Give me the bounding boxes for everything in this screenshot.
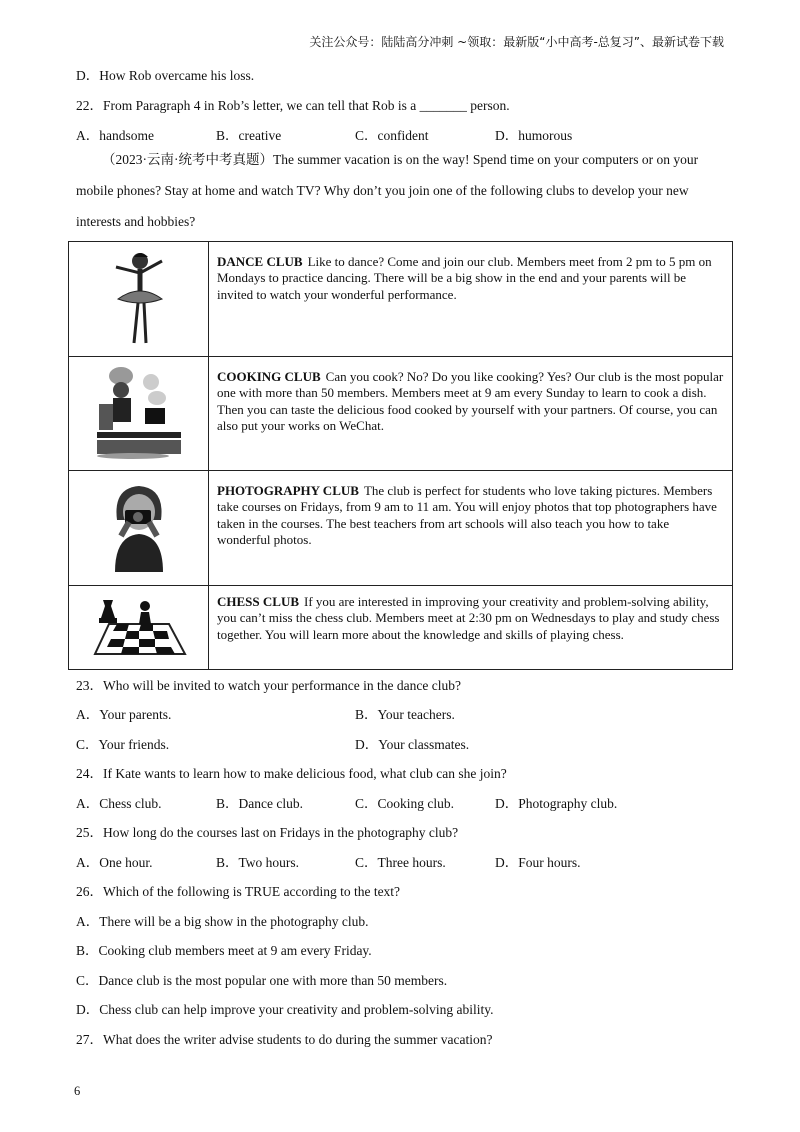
q23-stem: 23．Who will be invited to watch your performance in the dance club?	[76, 678, 461, 693]
q24-option-a: A．Chess club.	[76, 796, 162, 811]
chess-board-icon	[69, 586, 209, 670]
club-cooking-text: Can you cook? No? Do you like cooking? Yes? Our club is the most popular one with more than 50 members. Members meet at 9 am every Sunday to learn to cook a dish. Then you can taste the delicious food cooked by yourself with your partners. Of course, you can also put your works on WeChat.	[217, 369, 724, 434]
club-chess-name: CHESS CLUB	[217, 594, 299, 609]
q21-option-d: D．How Rob overcame his loss.	[76, 68, 255, 83]
q26-option-c: C．Dance club is the most popular one with more than 50 members.	[76, 973, 448, 988]
q22-option-a: A．handsome	[76, 128, 154, 143]
club-row-dance	[69, 242, 733, 357]
ballet-dancer-icon	[69, 242, 209, 357]
chef-cooking-icon	[69, 357, 209, 471]
q22-option-b: B．creative	[216, 128, 282, 143]
club-cooking-cell	[209, 357, 733, 471]
q22-stem: 22．From Paragraph 4 in Rob’s letter, we can tell that Rob is a _______ person.	[76, 98, 510, 113]
q26-option-d: D．Chess club can help improve your creativity and problem-solving ability.	[76, 1002, 494, 1017]
q24-option-b: B．Dance club.	[216, 796, 303, 811]
photographer-camera-icon	[69, 471, 209, 586]
q24-stem: 24．If Kate wants to learn how to make delicious food, what club can she join?	[76, 766, 507, 781]
q23-option-a: A．Your parents.	[76, 707, 172, 722]
passage-intro-text: The summer vacation is on the way! Spend time on your computers or on your mobile phones? Stay at home and watch TV? Why don’t you join one of the following clubs to develop your new interests and hobbies?	[76, 152, 699, 229]
club-chess-text: If you are interested in improving your creativity and problem-solving ability, you can’t miss the chess club. Members meet at 2:30 pm on Wednesdays to play and study chess together. You will learn more about the knowledge and skills of playing chess.	[217, 594, 720, 642]
q25-option-c: C．Three hours.	[355, 855, 446, 870]
q25-stem: 25．How long do the courses last on Fridays in the photography club?	[76, 825, 459, 840]
passage-source: （2023·云南·统考中考真题）	[102, 152, 273, 167]
club-row-cooking	[69, 357, 733, 471]
club-photography-name: PHOTOGRAPHY CLUB	[217, 483, 359, 498]
q25-option-a: A．One hour.	[76, 855, 153, 870]
q26-stem: 26．Which of the following is TRUE according to the text?	[76, 884, 401, 899]
page-number: 6	[74, 1084, 81, 1098]
club-dance-name: DANCE CLUB	[217, 254, 303, 269]
q26-option-a: A．There will be a big show in the photography club.	[76, 914, 369, 929]
q23-option-d: D．Your classmates.	[355, 737, 470, 752]
q25-option-b: B．Two hours.	[216, 855, 300, 870]
club-row-photography	[69, 471, 733, 586]
q25-option-d: D．Four hours.	[495, 855, 581, 870]
club-cooking-name: COOKING CLUB	[217, 369, 321, 384]
club-photography-text: The club is perfect for students who love taking pictures. Members take courses on Fridays, from 9 am to 11 am. You will enjoy photos that top photographers have taken in the courses. The best teachers from art schools will also teach you how to take wonderful photos.	[217, 483, 717, 548]
page-header: 关注公众号：陆陆高分冲刺 ~领取：最新版“小中高考-总复习”、最新试卷下载	[309, 35, 724, 49]
q23-option-c: C．Your friends.	[76, 737, 170, 752]
q23-option-b: B．Your teachers.	[355, 707, 455, 722]
q26-option-b: B．Cooking club members meet at 9 am every Friday.	[76, 943, 372, 958]
club-dance-cell	[209, 242, 733, 357]
club-chess-cell	[209, 586, 733, 670]
passage-intro	[76, 144, 726, 237]
q27-stem: 27．What does the writer advise students to do during the summer vacation?	[76, 1032, 493, 1047]
club-photography-cell	[209, 471, 733, 586]
clubs-table	[68, 241, 733, 670]
club-dance-text: Like to dance? Come and join our club. Members meet from 2 pm to 5 pm on Mondays to practice dancing. There will be a big show in the end and your parents will be invited to watch your wonderful performance.	[217, 254, 712, 302]
q22-option-c: C．confident	[355, 128, 429, 143]
q24-option-d: D．Photography club.	[495, 796, 618, 811]
q24-option-c: C．Cooking club.	[355, 796, 455, 811]
q22-option-d: D．humorous	[495, 128, 573, 143]
club-row-chess	[69, 586, 733, 670]
